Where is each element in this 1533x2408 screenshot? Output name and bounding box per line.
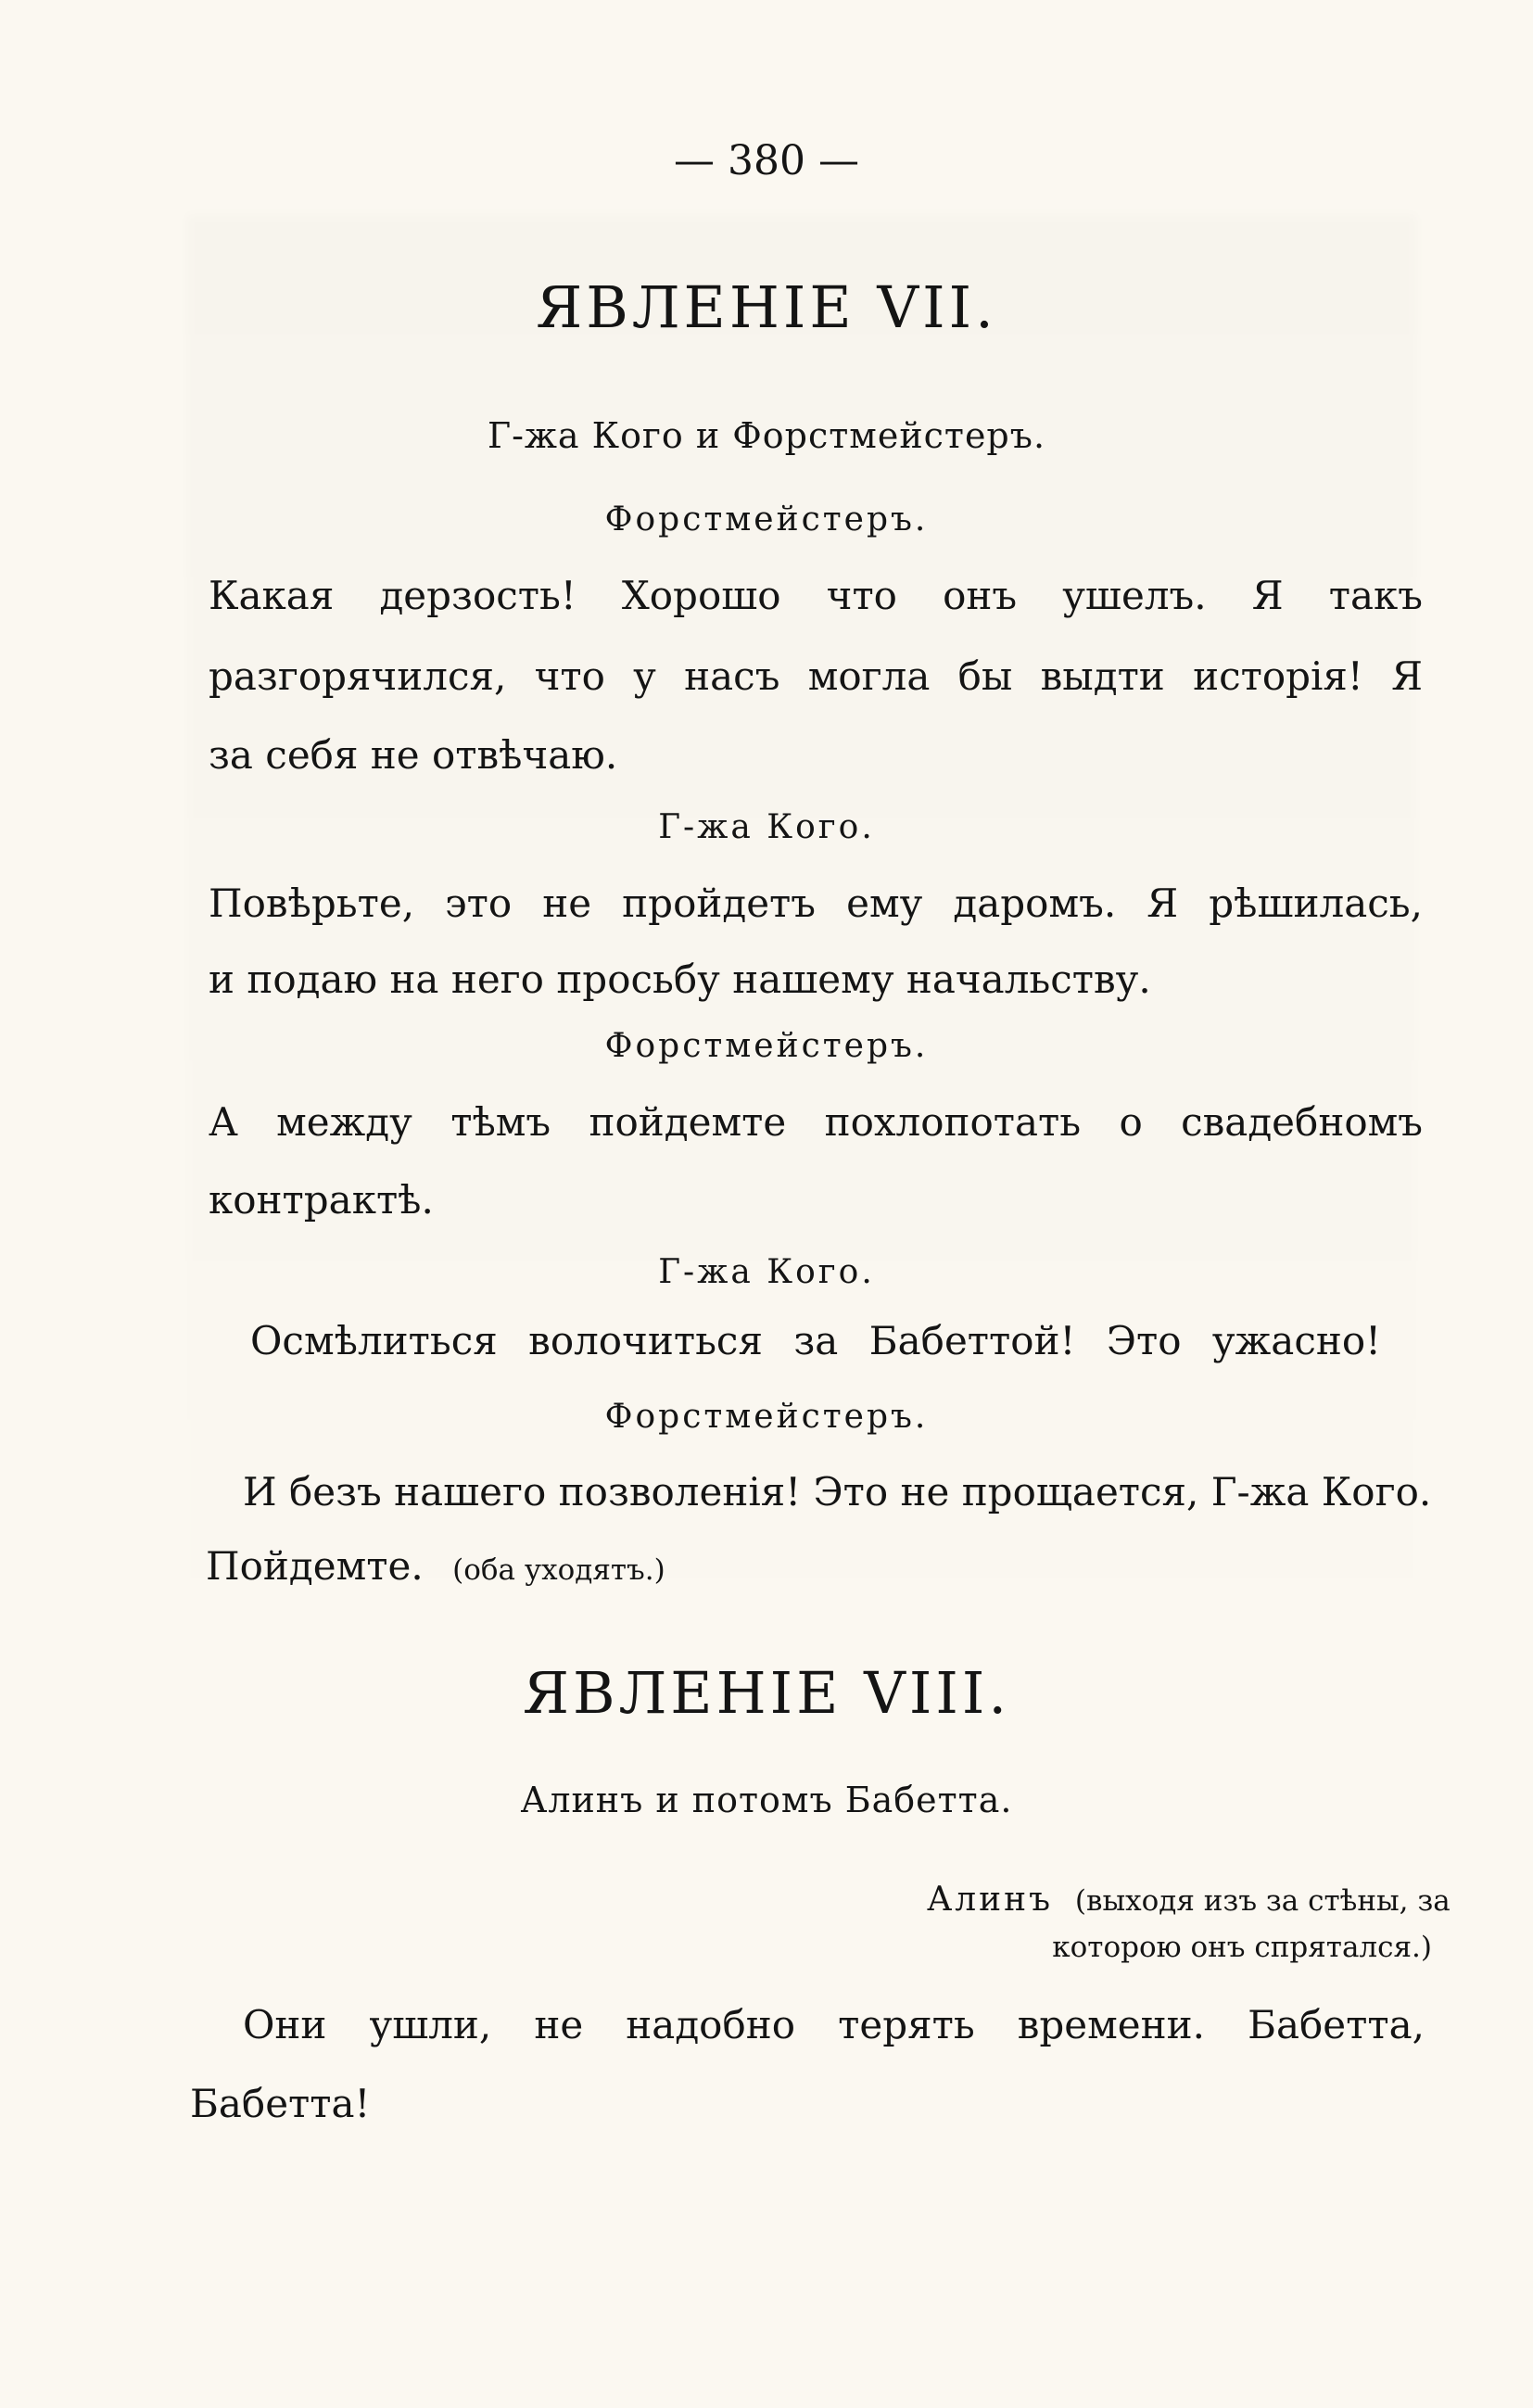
speaker-forstmeister-3: Форстмейстеръ. — [604, 1398, 929, 1436]
page-number: — 380 — — [674, 137, 859, 184]
speaker-kogo-2: Г-жа Кого. — [658, 1253, 875, 1291]
speaker-forstmeister-1: Форстмейстеръ. — [604, 501, 929, 539]
scene-8-title: ЯВЛЕНІЕ VIII. — [522, 1659, 1011, 1727]
stage-direction: которою онъ спрятался.) — [1052, 1931, 1432, 1964]
scene-8-characters: Алинъ и потомъ Бабетта. — [520, 1780, 1013, 1820]
direction-line-1 — [927, 1877, 1451, 1924]
speech-line: Пойдемте. — [206, 1543, 424, 1589]
speech-line: Какая дерзость! Хорошо что онъ ушелъ. Я такъ — [209, 573, 1423, 618]
speaker-forstmeister-2: Форстмейстеръ. — [604, 1027, 929, 1065]
speech-line: Они ушли, не надобно терять времени. Бабетта, — [243, 2002, 1425, 2047]
stage-direction: (выходя изъ за стѣны, за — [1074, 1884, 1451, 1918]
speech-line: контрактѣ. — [209, 1177, 434, 1223]
speech-line: А между тѣмъ пойдемте похлопотать о свадебномъ — [209, 1099, 1423, 1145]
speaker-with-direction — [927, 1877, 1451, 1971]
speech-line: и подаю на него просьбу нашему начальству. — [209, 957, 1151, 1002]
speech-line: Бабетта! — [190, 2081, 371, 2126]
speech-line-with-direction — [206, 1543, 665, 1589]
speech-line: за себя не отвѣчаю. — [209, 732, 618, 778]
speech-line: И безъ нашего позволенія! Это не прощается, Г-жа Кого. — [243, 1469, 1432, 1515]
speech-line: разгорячился, что у насъ могла бы выдти исторія! Я — [209, 653, 1423, 699]
scene-7-title: ЯВЛЕНІЕ VII. — [536, 273, 997, 341]
speaker-kogo-1: Г-жа Кого. — [658, 808, 875, 846]
speaker-alin: Алинъ — [927, 1881, 1054, 1919]
scene-7-characters: Г-жа Кого и Форстмейстеръ. — [487, 415, 1046, 456]
stage-direction: (оба уходятъ.) — [452, 1553, 665, 1587]
speech-line: Повѣрьте, это не пройдетъ ему даромъ. Я рѣшилась, — [209, 881, 1423, 926]
speech-line: Осмѣлиться волочиться за Бабеттой! Это ужасно! — [250, 1318, 1381, 1363]
